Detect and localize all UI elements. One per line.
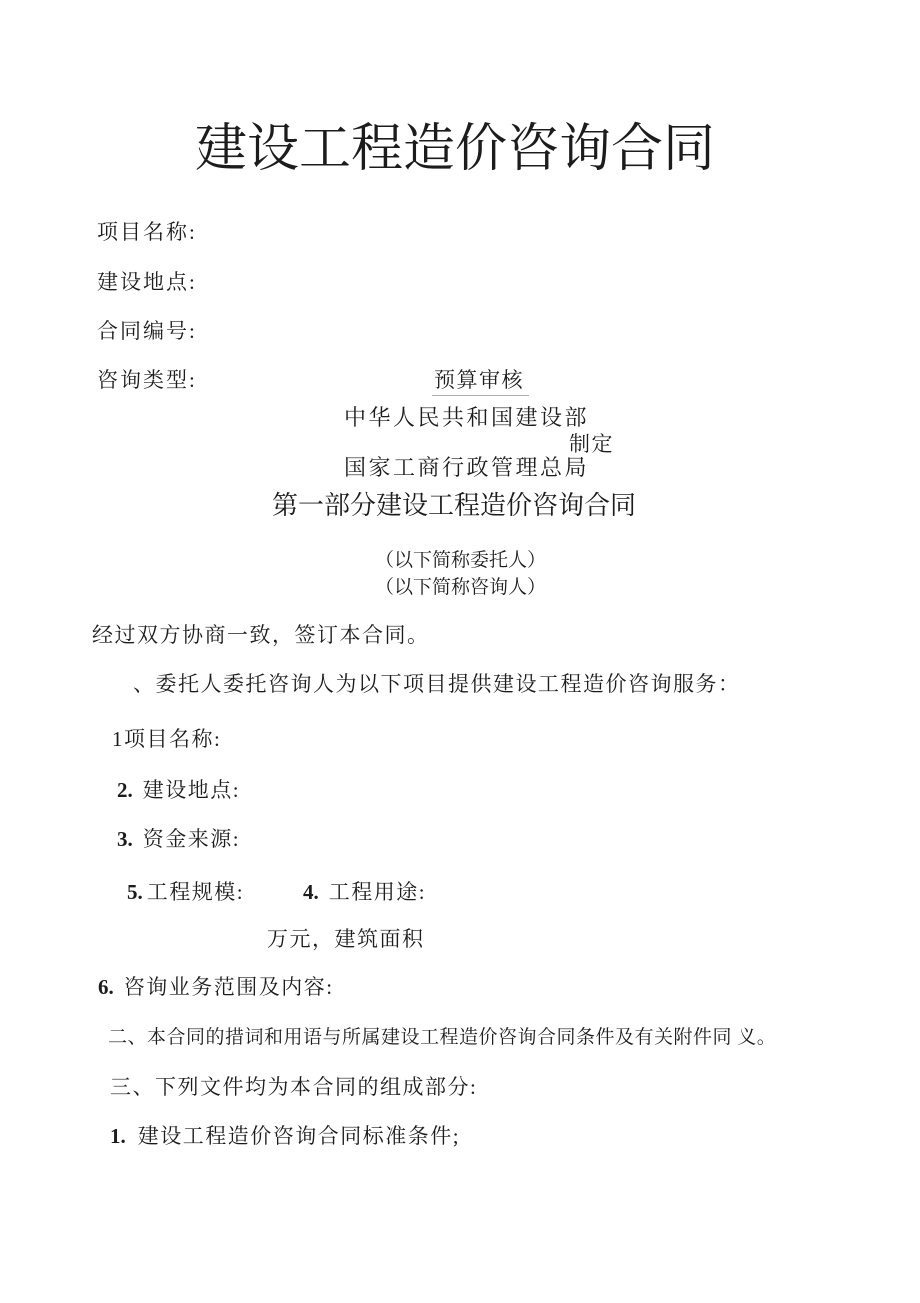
list-item-project-name: 1项目名称: [112,727,222,751]
list-item-consulting-scope [98,977,334,998]
clause3-item-number-1: 1. [110,1124,126,1148]
item-number-6: 6. [98,975,114,999]
clause-two-text: 二、本合同的措词和用语与所属建设工程造价咨询合同条件及有关附件同 义。 [108,1027,777,1048]
client-alias-line: （以下简称委托人） [375,550,547,571]
item-label-use: 工程用途: [328,880,427,904]
consulting-type-value: 预算审核 [432,370,529,396]
consultant-alias-line: （以下简称咨询人） [375,577,547,598]
list-item-location [117,780,240,801]
item-label-scope: 咨询业务范围及内容: [123,975,334,999]
consulting-type-label: 咨询类型: [97,368,197,392]
construction-site-label: 建设地点: [97,270,197,294]
document-title: 建设工程造价咨询合同 [195,121,716,178]
item-number-3: 3. [117,827,133,851]
clause-one-intro: 、委托人委托咨询人为以下项目提供建设工程造价咨询服务： [133,672,741,696]
clause-three-text: 三、下列文件均为本合同的组成部分: [110,1075,478,1099]
item-label-scale: 工程规模: [146,880,245,904]
project-name-label: 项目名称: [97,220,197,244]
contract-number-label: 合同编号: [97,319,197,343]
amount-and-floor-area-line: 万元，建筑面积 [267,927,425,951]
list-item-project-scale [127,882,244,903]
clause-three-item-standard-conditions [110,1126,460,1147]
issuer-made-by-label: 制定 [569,432,614,456]
item-label-funding: 资金来源: [142,827,241,851]
list-item-project-use [303,882,426,903]
item-number-2: 2. [117,778,133,802]
clause3-item-text: 建设工程造价咨询合同标准条件; [137,1124,461,1148]
item-number-5: 5. [127,880,143,904]
item-label-location: 建设地点: [142,778,241,802]
part-one-heading: 第一部分建设工程造价咨询合同 [272,491,637,520]
issuer-saic: 国家工商行政管理总局 [344,455,590,480]
issuer-ministry-of-construction: 中华人民共和国建设部 [344,405,590,430]
agreement-statement: 经过双方协商一致，签订本合同。 [92,623,430,647]
item-number-4: 4. [303,880,319,904]
list-item-funding-source [117,829,240,850]
